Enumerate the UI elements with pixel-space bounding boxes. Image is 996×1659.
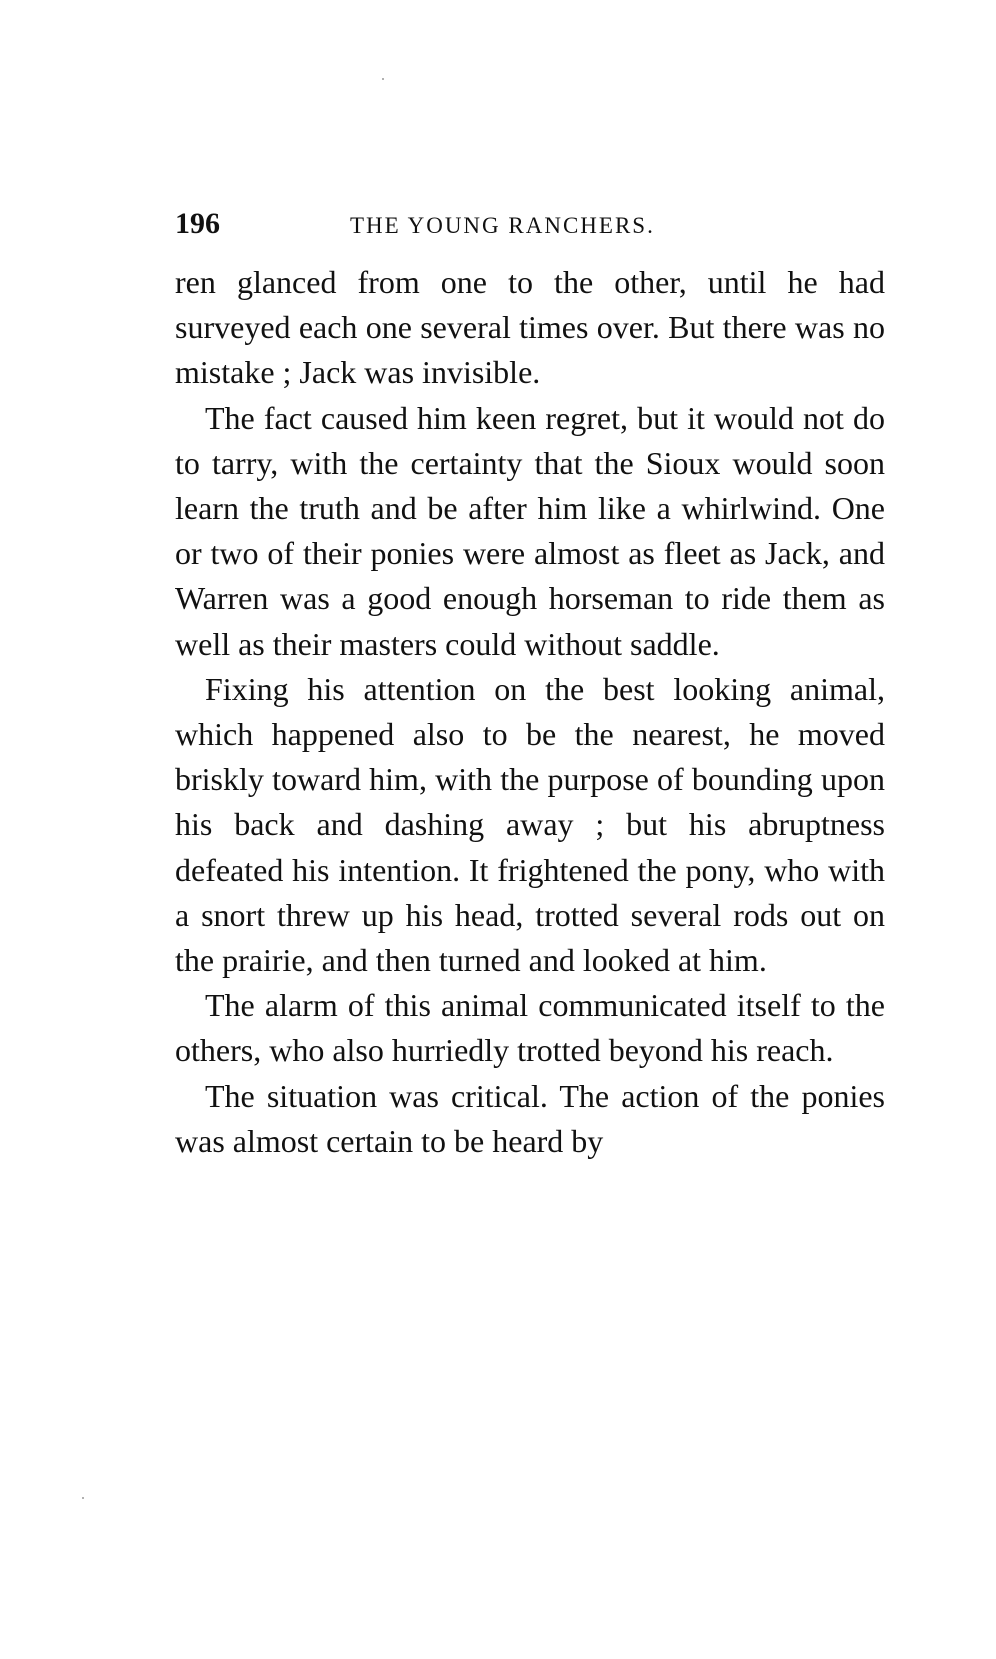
paragraph: The alarm of this animal communicated itself to the others, who also hurriedly trotted beyond his reach. <box>175 987 885 1069</box>
paper-speck <box>82 1497 84 1499</box>
paragraph: The situation was critical. The action of the ponies was almost certain to be heard by <box>175 1077 885 1159</box>
paragraph: The fact caused him keen regret, but it would not do to tarry, with the certainty that the Sioux would soon learn the truth and be after him like a whirlwind. One or two of their ponies were almost as fleet as Jack, and Warren was a good enough horseman to ride them as well as their masters could without saddle. <box>175 399 885 662</box>
paragraph-continuation: ren glanced from one to the other, until he had surveyed each one several times over. But there was no mistake ; Jack was invisible. <box>175 264 885 391</box>
page-number: 196 <box>175 207 220 240</box>
paragraph: Fixing his attention on the best looking animal, which happened also to be the nearest, he moved briskly toward him, with the purpose of bounding upon his back and dashing away ; but his abruptness defeated his intention. It frightened the pony, who with a snort threw up his head, trotted several rods out on the prairie, and then turned and looked at him. <box>175 670 885 979</box>
paper-speck <box>382 78 384 80</box>
running-head <box>175 206 885 242</box>
running-title: THE YOUNG RANCHERS. <box>350 213 655 238</box>
body-text <box>175 260 885 1164</box>
